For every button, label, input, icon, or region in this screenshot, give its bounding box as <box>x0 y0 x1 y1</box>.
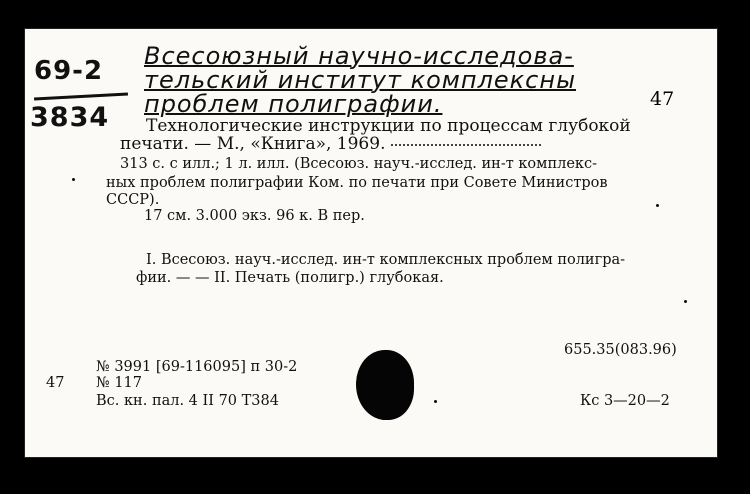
speck <box>72 178 75 181</box>
card-number: 47 <box>650 88 675 110</box>
catalog-card <box>24 28 718 458</box>
description-line-1: 313 с. с илл.; 1 л. илл. (Всесоюз. науч.-исслед. ин-т комплекс- <box>120 156 597 172</box>
handwritten-heading-line-3: проблем полиграфии. <box>144 90 443 118</box>
price-code: Кс 3—20—2 <box>580 393 670 409</box>
registration-line-3: Вс. кн. пал. 4 II 70 Т384 <box>96 393 279 409</box>
tracing-line-1: I. Всесоюз. науч.-исслед. ин-т комплексных проблем полигра- <box>146 252 626 268</box>
call-number-bottom: 3834 <box>30 102 110 133</box>
title-line-1: Технологические инструкции по процессам глубокой <box>146 116 631 136</box>
description-line-3: СССР). <box>106 192 160 208</box>
udc-index: 655.35(083.96) <box>564 342 677 358</box>
registration-line-2-prefix: 47 <box>46 375 65 391</box>
format-line: 17 см. 3.000 экз. 96 к. В пер. <box>144 208 365 224</box>
tracing-line-2: фии. — — II. Печать (полигр.) глубокая. <box>136 270 444 286</box>
registration-line-2: № 117 <box>96 375 143 391</box>
handwritten-heading-line-2: тельский институт комплексны <box>144 66 577 94</box>
title-line-2-wrap <box>120 134 541 154</box>
title-line-2: печати. — М., «Книга», 1969. <box>120 134 386 154</box>
dotted-rule <box>391 144 541 146</box>
speck <box>434 400 437 403</box>
registration-line-1: № 3991 [69-116095] п 30-2 <box>96 359 298 375</box>
ink-blot <box>356 350 414 420</box>
description-line-2: ных проблем полиграфии Ком. по печати при Совете Министров <box>106 175 608 191</box>
speck <box>684 300 687 303</box>
call-number-divider <box>34 93 128 101</box>
handwritten-heading-line-1: Всесоюзный научно-исследова- <box>144 42 574 70</box>
speck <box>656 204 659 207</box>
call-number-top: 69-2 <box>34 56 104 86</box>
